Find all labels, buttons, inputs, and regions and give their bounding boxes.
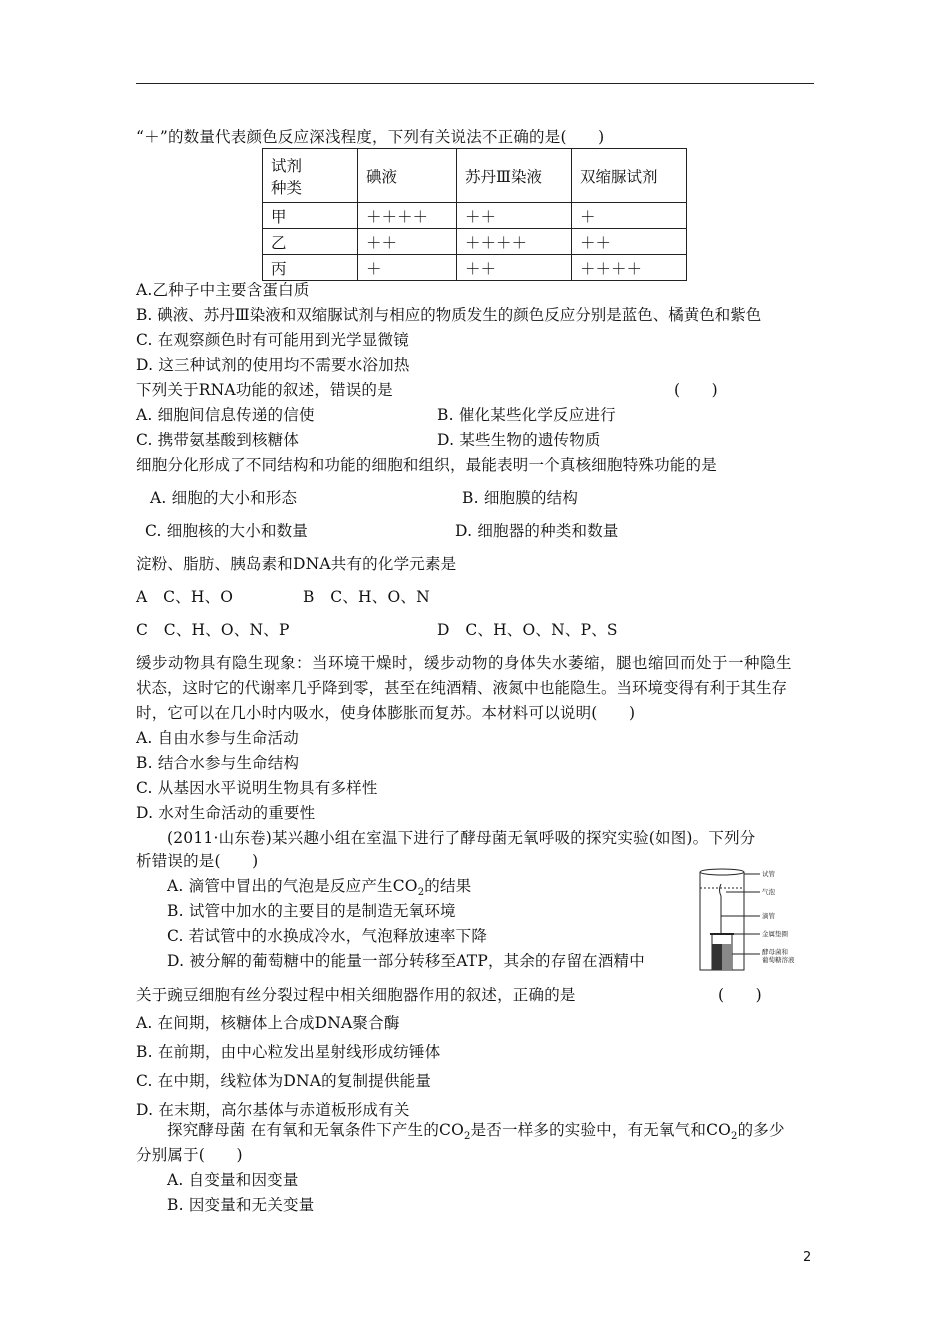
- label-test-tube: 试管: [762, 870, 775, 878]
- q6-option-d: D. 被分解的葡萄糖中的能量一部分转移至ATP，其余的存留在酒精中: [167, 952, 645, 970]
- q1-option-d: D. 这三种试剂的使用均不需要水浴加热: [136, 356, 410, 374]
- q1-option-c: C. 在观察颜色时有可能用到光学显微镜: [136, 331, 409, 349]
- label-glucose: 葡萄糖溶液: [762, 956, 795, 964]
- q5-option-d: D. 水对生命活动的重要性: [136, 804, 316, 822]
- q5-option-a: A. 自由水参与生命活动: [136, 729, 299, 747]
- q4-stem: 淀粉、脂肪、胰岛素和DNA共有的化学元素是: [136, 555, 457, 573]
- yeast-experiment-figure: [690, 866, 820, 976]
- table-row: [263, 255, 687, 281]
- q5-line-1: 缓步动物具有隐生现象：当环境干燥时，缓步动物的身体失水萎缩，腿也缩回而处于一种隐生: [136, 654, 793, 672]
- row-label: 甲: [263, 203, 358, 229]
- q5-option-b: B. 结合水参与生命结构: [136, 754, 300, 772]
- q3-option-a: A. 细胞的大小和形态: [150, 489, 298, 507]
- q2-answer-paren: ( ): [674, 381, 718, 399]
- q3-option-d: D. 细胞器的种类和数量: [455, 522, 619, 540]
- cell: ＋＋: [358, 229, 457, 255]
- table-corner-header: 试剂 种类: [263, 149, 358, 203]
- q3-option-b: B. 细胞膜的结构: [462, 489, 579, 507]
- q2-option-d: D. 某些生物的遗传物质: [437, 431, 601, 449]
- q7-option-a: A. 在间期，核糖体上合成DNA聚合酶: [136, 1014, 400, 1032]
- table-row: [263, 229, 687, 255]
- cell: ＋＋＋＋: [572, 255, 687, 281]
- table-row: [263, 203, 687, 229]
- label-bubble: 气泡: [762, 888, 775, 896]
- q2-option-a: A. 细胞间信息传递的信使: [136, 406, 315, 424]
- q4-option-c: C C、H、O、N、P: [136, 621, 290, 639]
- q1-option-a: A.乙种子中主要含蛋白质: [136, 281, 310, 299]
- q6-option-c: C. 若试管中的水换成冷水，气泡释放速率下降: [167, 927, 488, 945]
- col-header: 碘液: [358, 149, 457, 203]
- col-header: 双缩脲试剂: [572, 149, 687, 203]
- label-yeast: 酵母菌和: [762, 948, 788, 956]
- cell: ＋＋: [457, 255, 572, 281]
- q6-option-a: A. 滴管中冒出的气泡是反应产生$CO_2$的结果: [167, 877, 472, 899]
- q3-stem: 细胞分化形成了不同结构和功能的细胞和组织，最能表明一个真核细胞特殊功能的是: [136, 456, 717, 474]
- q5-line-2: 状态，这时它的代谢率几乎降到零，甚至在纯酒精、液氮中也能隐生。当环境变得有利于其生存: [136, 679, 788, 697]
- q7-stem: 关于豌豆细胞有丝分裂过程中相关细胞器作用的叙述，正确的是: [136, 986, 576, 1004]
- q3-option-c: C. 细胞核的大小和数量: [145, 522, 309, 540]
- reagent-table: [262, 148, 687, 281]
- cell: ＋＋: [572, 229, 687, 255]
- cell: ＋＋: [457, 203, 572, 229]
- q8-line-2: 分别属于( ): [136, 1146, 243, 1164]
- header-rule: [136, 83, 814, 84]
- cell: ＋＋＋＋: [457, 229, 572, 255]
- cell: ＋: [358, 255, 457, 281]
- q8-option-b: B. 因变量和无关变量: [167, 1196, 315, 1214]
- cell: ＋: [572, 203, 687, 229]
- row-label: 丙: [263, 255, 358, 281]
- q7-answer-paren: ( ): [718, 986, 762, 1004]
- q8-line-1: 探究酵母菌 在有氧和无氧条件下产生的$CO_2$是否一样多的实验中，有无氧气和$CO_2$的多少: [167, 1121, 785, 1143]
- q2-option-b: B. 催化某些化学反应进行: [437, 406, 616, 424]
- q6-option-b: B. 试管中加水的主要目的是制造无氧环境: [167, 902, 456, 920]
- page-number: 2: [803, 1250, 812, 1265]
- q7-option-d: D. 在末期，高尔基体与赤道板形成有关: [136, 1101, 410, 1119]
- q1-stem: “＋”的数量代表颜色反应深浅程度，下列有关说法不正确的是( ): [136, 128, 605, 146]
- label-metal-washer: 金属垫圈: [762, 930, 788, 938]
- q7-option-b: B. 在前期，由中心粒发出星射线形成纺锤体: [136, 1043, 441, 1061]
- label-dropper: 滴管: [762, 912, 775, 920]
- q5-option-c: C. 从基因水平说明生物具有多样性: [136, 779, 378, 797]
- q5-line-3: 时，它可以在几小时内吸水，使身体膨胀而复苏。本材料可以说明( ): [136, 704, 636, 722]
- row-label: 乙: [263, 229, 358, 255]
- q6-line-1: (2011·山东卷)某兴趣小组在室温下进行了酵母菌无氧呼吸的探究实验(如图)。下列分: [167, 829, 756, 847]
- q2-option-c: C. 携带氨基酸到核糖体: [136, 431, 300, 449]
- q1-option-b: B. 碘液、苏丹Ⅲ染液和双缩脲试剂与相应的物质发生的颜色反应分别是蓝色、橘黄色和紫色: [136, 306, 762, 324]
- q7-option-c: C. 在中期，线粒体为DNA的复制提供能量: [136, 1072, 432, 1090]
- q4-option-d: D C、H、O、N、P、S: [437, 621, 618, 639]
- q4-option-a: A C、H、O: [136, 588, 234, 606]
- q2-stem: 下列关于RNA功能的叙述，错误的是: [136, 381, 393, 399]
- col-header: 苏丹Ⅲ染液: [457, 149, 572, 203]
- cell: ＋＋＋＋: [358, 203, 457, 229]
- q8-option-a: A. 自变量和因变量: [167, 1171, 299, 1189]
- q6-line-2: 析错误的是( ): [136, 852, 259, 870]
- q4-option-b: B C、H、O、N: [303, 588, 430, 606]
